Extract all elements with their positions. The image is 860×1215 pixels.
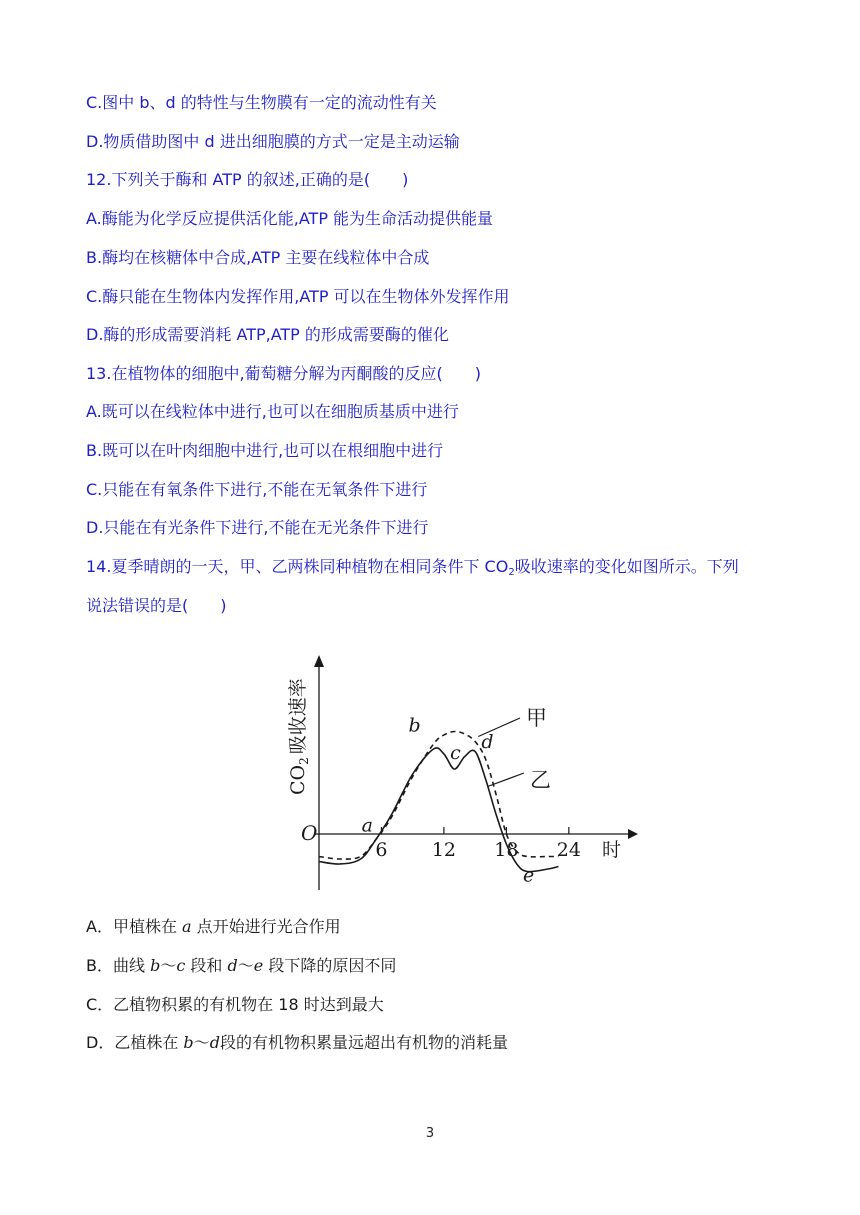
option-b-point-c: c: [176, 956, 186, 975]
option-b-point-e: e: [253, 956, 264, 975]
x-tick-label: 24: [556, 839, 581, 861]
question-14-option-c: C．乙植物积累的有机物在 18 时达到最大: [86, 995, 384, 1014]
option-b-tilde-1: ～: [160, 956, 177, 975]
x-axis-arrow: [628, 829, 638, 839]
question-14-text-b: 吸收速率的变化如图所示。下列: [514, 557, 739, 576]
question-13: 13.在植物体的细胞中,葡萄糖分解为丙酮酸的反应( ): [86, 364, 482, 383]
series-label-jia: 甲: [526, 706, 547, 730]
point-label-e: e: [523, 864, 535, 887]
question-14-option-d: [86, 1033, 508, 1053]
question-14-option-a: [86, 917, 341, 937]
option-a-point-a: a: [182, 917, 192, 936]
point-label-a: a: [361, 814, 374, 837]
option-a-text-1: A．甲植株在: [86, 917, 183, 936]
option-c-previous: C.图中 b、d 的特性与生物膜有一定的流动性有关: [86, 93, 437, 112]
y-axis-label: $CO_2$吸收速率: [287, 678, 311, 795]
question-13-option-c: C.只能在有氧条件下进行,不能在无氧条件下进行: [86, 480, 428, 499]
question-13-option-b: B.既可以在叶肉细胞中进行,也可以在根细胞中进行: [86, 441, 444, 460]
option-d-point-d: d: [209, 1033, 220, 1052]
option-d-point-b: b: [183, 1033, 194, 1052]
option-d-tilde: ～: [193, 1033, 210, 1052]
question-14: [86, 557, 739, 577]
point-label-b: b: [408, 714, 421, 737]
question-14-subscript: 2: [508, 567, 515, 578]
point-label-c: c: [450, 742, 461, 764]
option-b-tilde-2: ～: [237, 956, 254, 975]
x-tick-label: 6: [375, 839, 388, 861]
option-b-point-b: b: [150, 956, 161, 975]
co2-absorption-chart: [270, 645, 650, 895]
x-axis-label: 时: [602, 839, 622, 861]
question-14-option-b: [86, 956, 396, 976]
question-13-option-d: D.只能在有光条件下进行,不能在无光条件下进行: [86, 518, 429, 537]
point-label-d: d: [481, 731, 494, 753]
series-label-yi: 乙: [530, 768, 551, 792]
question-14-text-a: 14.夏季晴朗的一天，甲、乙两株同种植物在相同条件下 CO: [86, 557, 509, 576]
option-b-text-2: 段和: [185, 956, 228, 975]
option-b-text-3: 段下降的原因不同: [263, 956, 397, 975]
question-12-option-d: D.酶的形成需要消耗 ATP,ATP 的形成需要酶的催化: [86, 325, 449, 344]
y-axis-arrow: [314, 655, 324, 667]
page-number: 3: [425, 1126, 435, 1141]
question-12-option-b: B.酶均在核糖体中合成,ATP 主要在线粒体中合成: [86, 248, 430, 267]
question-12-option-c: C.酶只能在生物体内发挥作用,ATP 可以在生物体外发挥作用: [86, 287, 510, 306]
option-b-point-d: d: [227, 956, 238, 975]
origin-label: O: [301, 821, 318, 845]
question-12: 12.下列关于酶和 ATP 的叙述,正确的是( ): [86, 170, 409, 189]
series-leader-yi: [488, 773, 524, 787]
x-tick-label: 12: [431, 839, 457, 861]
option-d-text-2: 段的有机物积累量远超出有机物的消耗量: [219, 1033, 508, 1052]
option-b-text-1: B．曲线: [86, 956, 151, 975]
x-tick-label: 18: [494, 839, 519, 861]
option-d-previous: D.物质借助图中 d 进出细胞膜的方式一定是主动运输: [86, 132, 460, 151]
question-13-option-a: A.既可以在线粒体中进行,也可以在细胞质基质中进行: [86, 402, 459, 421]
option-d-text-1: D．乙植株在: [86, 1033, 184, 1052]
question-14-line-2: 说法错误的是( ): [86, 596, 227, 615]
question-12-option-a: A.酶能为化学反应提供活化能,ATP 能为生命活动提供能量: [86, 209, 494, 228]
option-a-text-2: 点开始进行光合作用: [191, 917, 341, 936]
